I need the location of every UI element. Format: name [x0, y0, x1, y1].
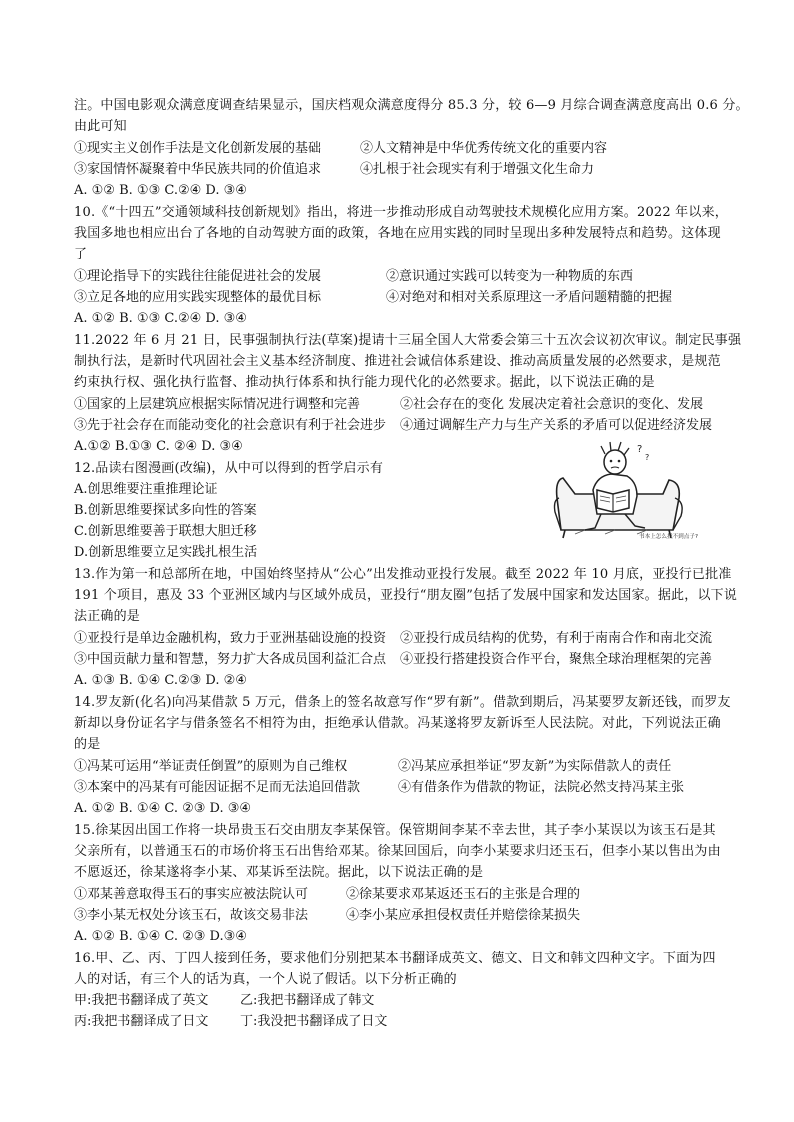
q9-option-2: ②人文精神是中华优秀传统文化的重要内容 — [360, 141, 608, 156]
q14-line-3: 的是 — [74, 737, 101, 752]
q11-line-1: 11.2022 年 6 月 21 日，民事强制执行法(草案)提请十三届全国人大常委会第三十五次会议初次审议。制定民事强 — [74, 333, 742, 348]
q14-line-2: 新却以身份证名字与借条签名不相符为由，拒绝承认借款。冯某遂将罗友新诉至人民法院。对此，下列说法正确 — [74, 716, 721, 731]
q14-option-2: ②冯某应承担举证“罗友新”为实际借款人的责任 — [398, 759, 672, 774]
q16-line-1: 16.甲、乙、丙、丁四人接到任务，要求他们分别把某本书翻译成英文、德文、日文和韩文四种文字。下面为四 — [74, 951, 716, 966]
q15-answers: A. ①② B. ①④ C. ②③ D.③④ — [74, 929, 247, 944]
q11-option-4: ④通过调解生产力与生产关系的矛盾可以促进经济发展 — [400, 418, 713, 433]
comic-drawing — [545, 438, 705, 542]
q13-option-2: ②亚投行成员结构的优势，有利于南南合作和南北交流 — [400, 631, 713, 646]
q10-option-4: ④对绝对和相对关系原理这一矛盾问题精髓的把握 — [386, 290, 673, 305]
q9-option-4: ④扎根于社会现实有利于增强文化生命力 — [360, 162, 595, 177]
q15-line-1: 15.徐某因出国工作将一块昂贵玉石交由朋友李某保管。保管期间李某不幸去世，其子李小某误以为该玉石是其 — [74, 823, 716, 838]
svg-text:?: ? — [645, 453, 650, 462]
q15-line-2: 父亲所有，以普通玉石的市场价将玉石出售给邓某。徐某回国后，向李小某要求归还玉石，但李小某以售出为由 — [74, 844, 721, 859]
q12-option-c: C.创新思维要善于联想大胆迁移 — [74, 524, 257, 539]
q16-statement-4: 丁:我没把书翻译成了日文 — [240, 1014, 388, 1029]
q11-option-1: ①国家的上层建筑应根据实际情况进行调整和完善 — [74, 397, 361, 412]
q13-line-2: 191 个项目，惠及 33 个亚洲区域内与区域外成员，亚投行“朋友圈”包括了发展中国家和发达国家。据此，以下说 — [74, 588, 738, 603]
q13-option-1: ①亚投行是单边金融机构，致力于亚洲基础设施的投资 — [74, 631, 387, 646]
q9-option-3: ③家国情怀凝聚着中华民族共同的价值追求 — [74, 162, 322, 177]
q10-option-1: ①理论指导下的实践往往能促进社会的发展 — [74, 269, 322, 284]
q15-option-1: ①邓某善意取得玉石的事实应被法院认可 — [74, 887, 309, 902]
q13-option-4: ④亚投行搭建投资合作平台，聚焦全球治理框架的完善 — [400, 652, 713, 667]
comic-illustration — [545, 438, 705, 542]
q10-answers: A. ①② B. ①③ C.②④ D. ③④ — [74, 311, 247, 326]
q16-statement-2: 乙:我把书翻译成了韩文 — [240, 993, 375, 1008]
svg-text:?: ? — [637, 444, 643, 455]
q11-option-2: ②社会存在的变化 发展决定着社会意识的变化、发展 — [400, 397, 704, 412]
q13-answers: A. ①③ B. ①④ C.②③ D. ②④ — [74, 673, 247, 688]
q13-line-3: 法正确的是 — [74, 609, 141, 624]
q15-option-2: ②徐某要求邓某返还玉石的主张是合理的 — [346, 887, 581, 902]
q16-statement-1: 甲:我把书翻译成了英文 — [74, 993, 209, 1008]
q9-answers: A. ①② B. ①③ C.②④ D. ③④ — [74, 183, 247, 198]
q12-option-a: A.创思维要注重推理论证 — [74, 482, 218, 497]
q10-line-1: 10.《“十四五”交通领域科技创新规划》指出，将进一步推动形成自动驾驶技术规模化应用方案。2022 年以来， — [74, 205, 728, 220]
q11-line-2: 制执行法，是新时代巩固社会主义基本经济制度、推进社会诚信体系建设、推动高质量发展的必然要求，是规范 — [74, 354, 721, 369]
q14-line-1: 14.罗友新(化名)向冯某借款 5 万元，借条上的签名故意写作“罗有新”。借款到期后，冯某要罗友新还钱，而罗友 — [74, 695, 731, 710]
q15-option-4: ④李小某应承担侵权责任并赔偿徐某损失 — [346, 908, 581, 923]
q13-line-1: 13.作为第一和总部所在地，中国始终坚持从“公心”出发推动亚投行发展。截至 2022 年 10 月底，亚投行已批准 — [74, 567, 732, 582]
q13-option-3: ③中国贡献力量和智慧，努力扩大各成员国利益汇合点 — [74, 652, 387, 667]
q11-line-3: 约束执行权、强化执行监督、推动执行体系和执行能力现代化的必然要求。据此，以下说法正确的是 — [74, 375, 655, 390]
q11-answers: A.①② B.①③ C. ②④ D. ③④ — [74, 439, 243, 454]
q11-option-3: ③先于社会存在而能动变化的社会意识有利于社会进步 — [74, 418, 387, 433]
q15-option-3: ③李小某无权处分该玉石，故该交易非法 — [74, 908, 309, 923]
q14-option-3: ③本案中的冯某有可能因证据不足而无法追回借款 — [74, 780, 361, 795]
q9-line-2: 由此可知 — [74, 119, 127, 134]
q14-answers: A. ①② B. ①④ C. ②③ D. ③④ — [74, 801, 252, 816]
q12-line-1: 12.品读右图漫画(改编)，从中可以得到的哲学启示有 — [74, 461, 384, 476]
q12-option-d: D.创新思维要立足实践扎根生活 — [74, 545, 258, 560]
q15-line-3: 不愿返还，徐某遂将李小某、邓某诉至法院。据此，以下说法正确的是 — [74, 865, 484, 880]
q9-line-1: 注。中国电影观众满意度调查结果显示，国庆档观众满意度得分 85.3 分，较 6—9 月综合调查满意度高出 0.6 分。 — [74, 98, 749, 113]
q12-option-b: B.创新思维要探试多向性的答案 — [74, 503, 257, 518]
comic-caption: 书本上怎么找不到点子? — [639, 534, 698, 540]
q10-line-2: 我国多地也相应出台了各地的自动驾驶方面的政策，各地在应用实践的同时呈现出多种发展特点和趋势。这体现 — [74, 226, 721, 241]
q14-option-4: ④有借条作为借款的物证，法院必然支持冯某主张 — [398, 780, 685, 795]
q16-statement-3: 丙:我把书翻译成了日文 — [74, 1014, 209, 1029]
q14-option-1: ①冯某可运用“举证责任倒置”的原则为自己维权 — [74, 759, 348, 774]
q10-line-3: 了 — [74, 247, 88, 262]
q10-option-3: ③立足各地的应用实践实现整体的最优目标 — [74, 290, 322, 305]
q10-option-2: ②意识通过实践可以转变为一种物质的东西 — [386, 269, 634, 284]
q16-line-2: 人的对话，有三个人的话为真，一个人说了假话。以下分析正确的 — [74, 972, 457, 987]
q9-option-1: ①现实主义创作手法是文化创新发展的基础 — [74, 141, 322, 156]
